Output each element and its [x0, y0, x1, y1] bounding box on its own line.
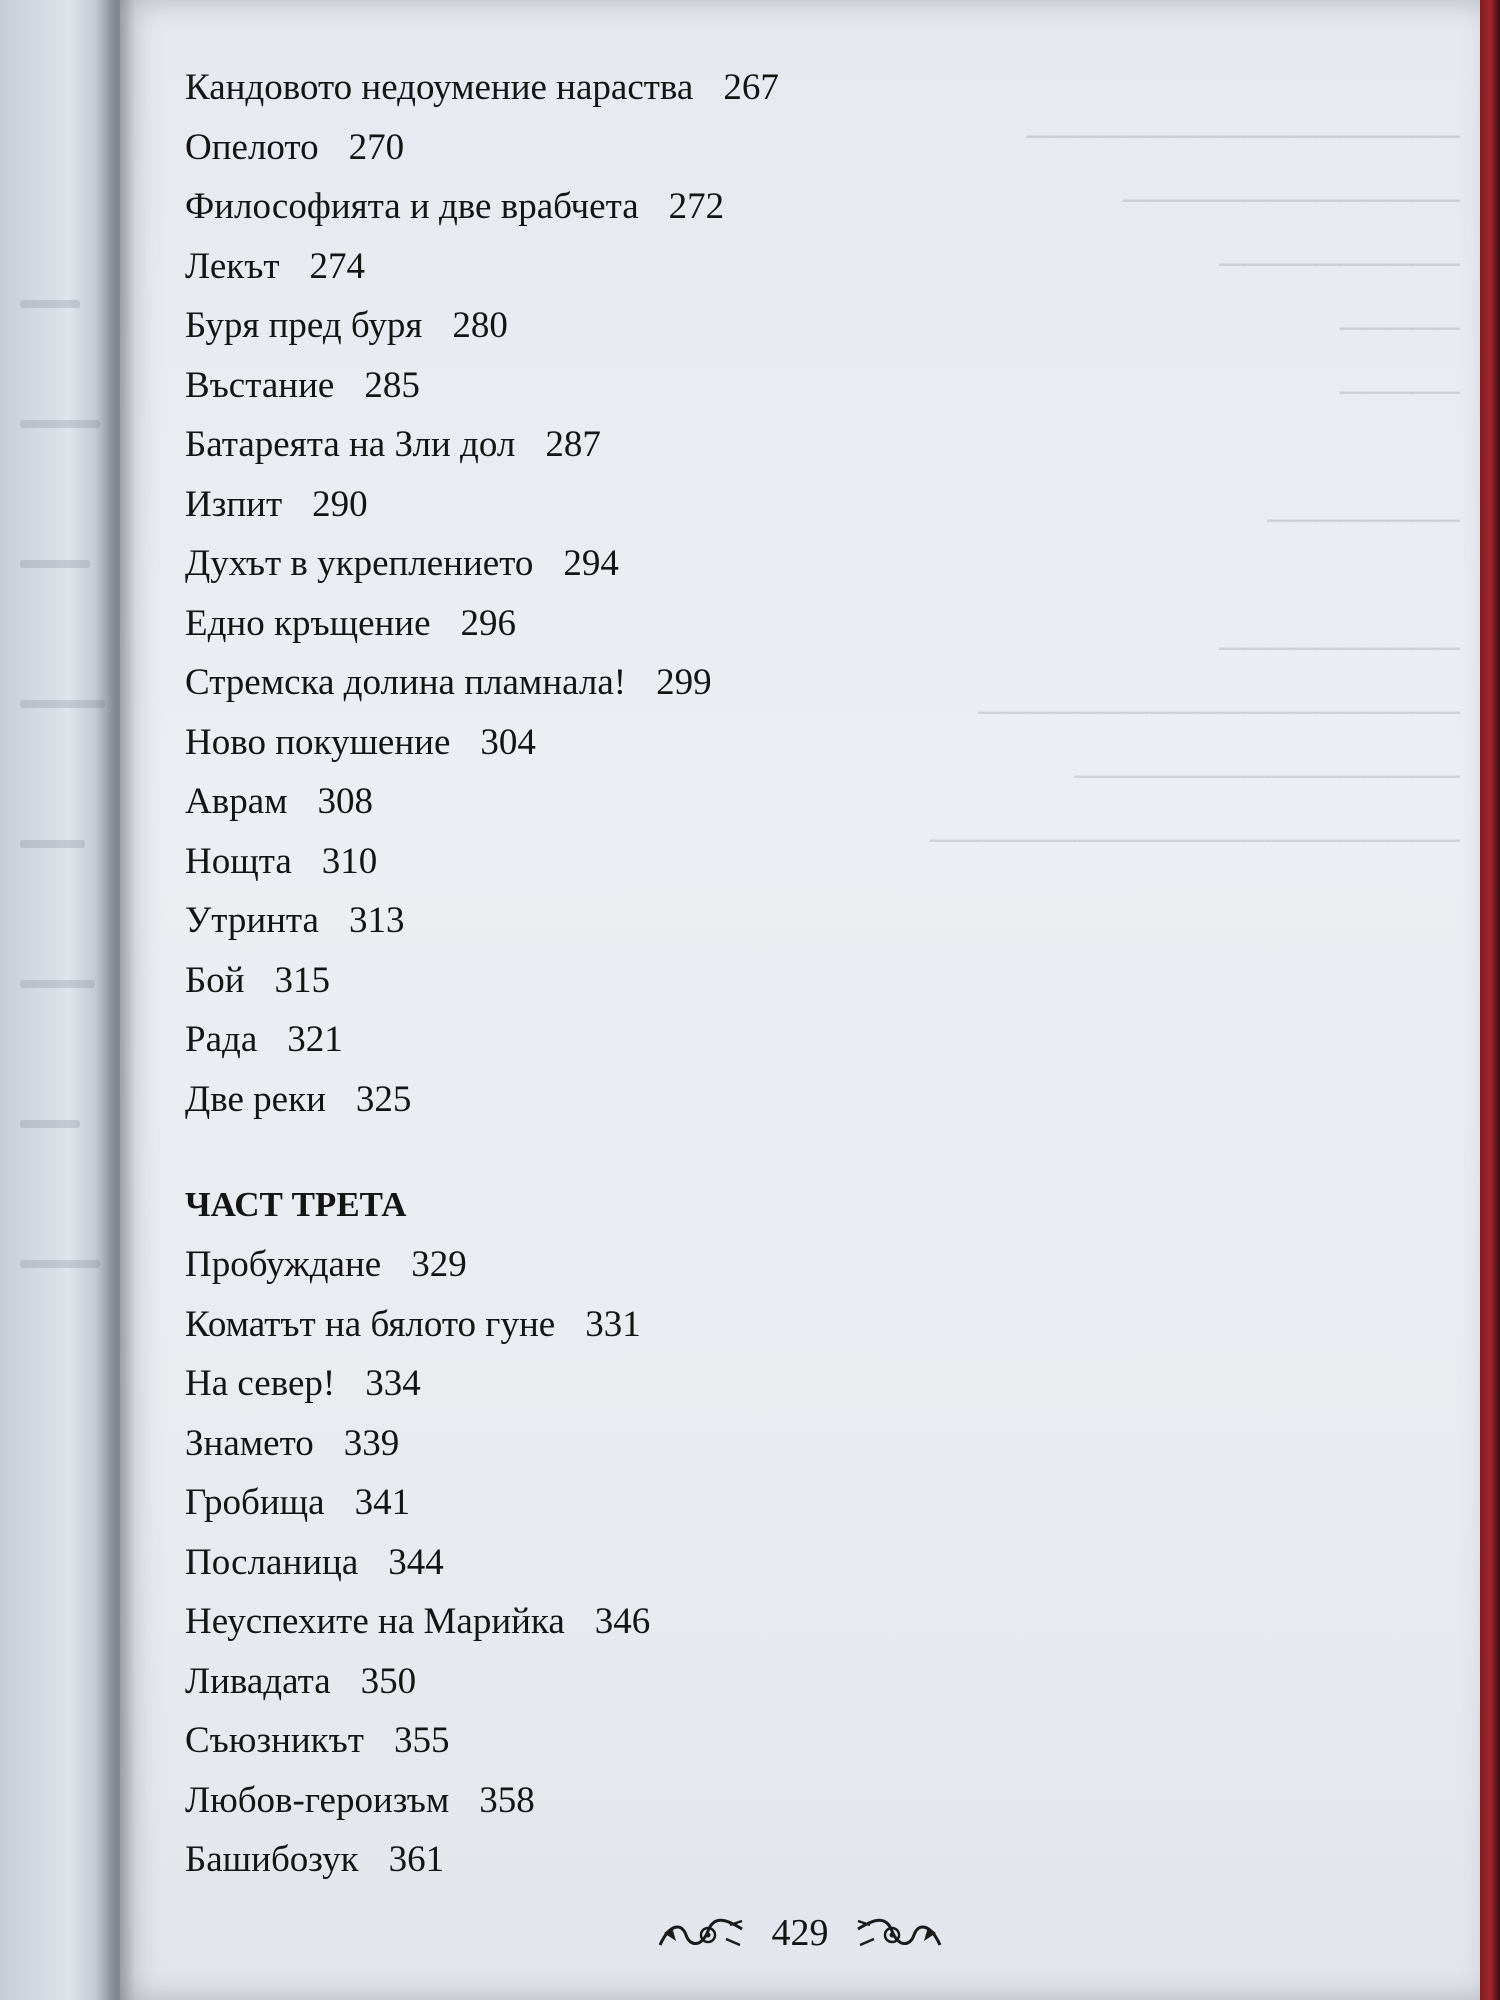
toc-entry-title: Кандовото недоумение нараства: [185, 67, 694, 108]
toc-entry: [185, 58, 1385, 118]
toc-entry-title: Философията и две врабчета: [185, 186, 639, 227]
toc-entry: [185, 594, 1385, 654]
section-spacer: [185, 1129, 1385, 1175]
toc-entry-page: 304: [480, 721, 536, 763]
show-through-line: ────────: [1267, 502, 1460, 539]
left-page-ghost-line: [20, 1260, 100, 1268]
toc-entry-page: 290: [312, 483, 368, 525]
toc-entry-title: Стремска долина пламнала!: [185, 662, 627, 703]
toc-entry-page: 287: [545, 424, 601, 465]
toc-entry: [185, 713, 1385, 773]
toc-entry-title: Лекът: [185, 245, 280, 287]
toc-entry-page: 267: [723, 67, 779, 108]
toc-entry-page: 361: [388, 1839, 445, 1880]
toc-entry-page: 321: [287, 1019, 343, 1060]
toc-entry-title: Съюзникът: [185, 1720, 364, 1761]
toc-entry-title: Любов-героизъм: [185, 1779, 450, 1821]
toc-entry-title: Въстание: [185, 364, 335, 406]
show-through-line: ────────────────────: [978, 694, 1460, 731]
toc-entry: [185, 1830, 1385, 1890]
toc-list-part3: [185, 1235, 1385, 1890]
toc-entry: [185, 356, 1385, 416]
toc-entry-page: 329: [411, 1244, 467, 1285]
show-through-line: ──────────: [1219, 246, 1460, 283]
toc-entry-title: Утринта: [185, 900, 319, 941]
right-ornament-icon: [854, 1915, 944, 1951]
toc-entry-page: 358: [479, 1779, 535, 1821]
toc-entry-title: Ливадата: [185, 1660, 331, 1702]
toc-entry-page: 344: [388, 1541, 444, 1583]
toc-entry-page: 350: [360, 1660, 417, 1702]
toc-entry: [185, 1771, 1385, 1831]
toc-entry-title: Аврам: [185, 781, 288, 822]
toc-entry-page: 339: [343, 1422, 400, 1464]
toc-entry: [185, 772, 1385, 832]
toc-entry: [185, 951, 1385, 1011]
toc-entry-page: 274: [309, 245, 366, 287]
toc-entry: [185, 1070, 1385, 1130]
left-page-ghost-line: [20, 560, 90, 568]
toc-entry-title: Посланица: [185, 1541, 359, 1583]
toc-entry-title: Коматът на бялото гуне: [185, 1303, 556, 1345]
toc-entry-page: 272: [668, 186, 725, 227]
left-page-ghost-line: [20, 1120, 80, 1128]
toc-entry-page: 299: [656, 662, 712, 703]
toc-entry: [185, 1010, 1385, 1070]
toc-entry-page: 313: [348, 900, 405, 941]
toc-entry-title: Рада: [185, 1019, 258, 1060]
show-through-line: ──────────────: [1122, 182, 1460, 219]
toc-entry-title: Неуспехите на Марийка: [185, 1601, 565, 1642]
toc-entry-page: 270: [348, 126, 405, 168]
toc-entry-page: 325: [355, 1078, 412, 1120]
toc-entry-title: Башибозук: [185, 1839, 359, 1880]
toc-entry: [185, 1295, 1385, 1355]
toc-entry-title: Бой: [185, 959, 245, 1001]
toc-entry-title: Изпит: [185, 483, 283, 525]
toc-entry: [185, 1354, 1385, 1414]
toc-page: [120, 0, 1480, 2000]
part-three-heading: ЧАСТ ТРЕТА: [185, 1185, 407, 1224]
show-through-line: ─────: [1339, 374, 1460, 411]
toc-entry-title: Духът в укреплението: [185, 543, 534, 584]
toc-entry-title: На север!: [185, 1363, 336, 1404]
show-through-line: ────────────────: [1074, 758, 1460, 795]
toc-entry-page: 310: [321, 840, 378, 882]
toc-entry: [185, 653, 1385, 713]
toc-list-part2: [185, 58, 1385, 1129]
left-page-ghost-line: [20, 300, 80, 308]
toc-entry-page: 308: [317, 781, 374, 822]
toc-entry-title: Батареята на Зли дол: [185, 424, 516, 465]
toc-entry: [185, 1592, 1385, 1652]
left-page-ghost-line: [20, 980, 95, 988]
toc-entry-page: 296: [460, 602, 517, 644]
toc-entry: [185, 475, 1385, 535]
left-page-ghost-line: [20, 420, 100, 428]
toc-entry-page: 355: [393, 1720, 450, 1761]
toc-entry: [185, 177, 1385, 237]
toc-entry-page: 294: [563, 543, 619, 584]
toc-entry-title: Нощта: [185, 840, 292, 882]
toc-entry-title: Опелото: [185, 126, 319, 168]
toc-entry: [185, 1652, 1385, 1712]
toc-entry: [185, 296, 1385, 356]
toc-entry: [185, 832, 1385, 892]
left-page-ghost-line: [20, 700, 105, 708]
toc-entry-title: Две реки: [185, 1078, 326, 1120]
toc-entry: [185, 1711, 1385, 1771]
toc-entry-page: 285: [364, 364, 420, 406]
toc-entry: [185, 1235, 1385, 1295]
toc-entry-title: Гробища: [185, 1482, 325, 1523]
toc-entry: [185, 237, 1385, 297]
book-gutter: [95, 0, 135, 2000]
left-ornament-icon: [656, 1915, 746, 1951]
toc-entry: [185, 891, 1385, 951]
toc-entry-title: Пробуждане: [185, 1244, 382, 1285]
show-through-line: ─────: [1339, 310, 1460, 347]
toc-entry: [185, 534, 1385, 594]
toc-entry-page: 346: [594, 1601, 651, 1642]
toc-entry-title: Ново покушение: [185, 721, 451, 763]
toc-entry: [185, 1533, 1385, 1593]
left-page-ghost-line: [20, 840, 85, 848]
toc-entry: [185, 1414, 1385, 1474]
toc-entry: [185, 1473, 1385, 1533]
toc-entry-page: 280: [452, 305, 508, 346]
show-through-line: ──────────: [1219, 630, 1460, 667]
toc-entry: [185, 415, 1385, 475]
toc-entry-title: Едно кръщение: [185, 602, 431, 644]
page-footer: [120, 1900, 1480, 1960]
toc-entry-title: Знамето: [185, 1422, 314, 1464]
toc-entry-title: Буря пред буря: [185, 305, 423, 346]
table-of-contents: [185, 58, 1385, 1890]
toc-entry: [185, 118, 1385, 178]
show-through-line: ──────────────────: [1026, 118, 1460, 155]
toc-entry-page: 331: [585, 1303, 641, 1345]
toc-entry-page: 341: [354, 1482, 411, 1523]
page-number: 429: [771, 1912, 829, 1955]
toc-entry-page: 334: [365, 1363, 421, 1404]
show-through-line: ──────────────────────: [930, 822, 1460, 859]
toc-entry-page: 315: [274, 959, 331, 1001]
